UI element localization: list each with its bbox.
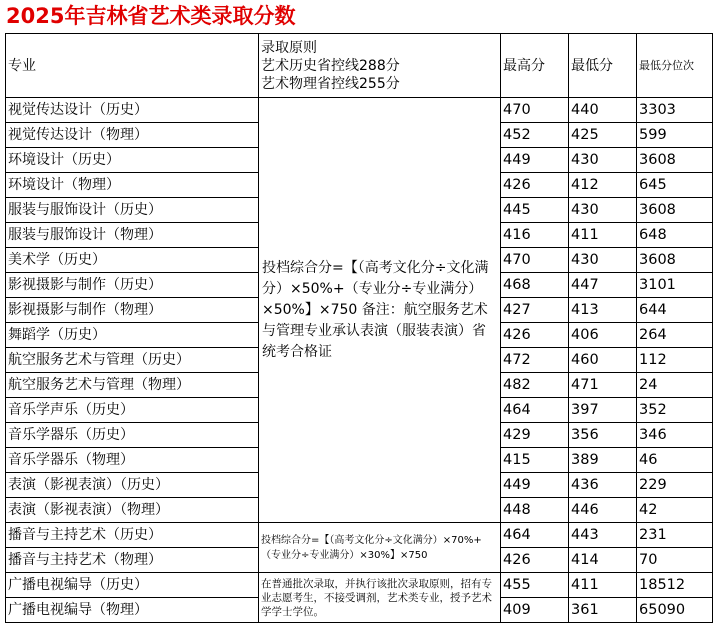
max-score-cell: 426	[501, 323, 569, 348]
admission-rule-cell: 投档综合分=【（高考文化分÷文化满分）×70%+（专业分÷专业满分）×30%】×750	[259, 523, 501, 573]
max-score-cell: 409	[501, 598, 569, 623]
header-rule	[259, 34, 501, 98]
major-cell: 美术学（历史）	[6, 248, 259, 273]
max-score-cell: 472	[501, 348, 569, 373]
major-cell: 广播电视编导（物理）	[6, 598, 259, 623]
major-cell: 视觉传达设计（物理）	[6, 123, 259, 148]
max-score-cell: 455	[501, 573, 569, 598]
min-rank-cell: 3608	[637, 248, 713, 273]
major-cell: 表演（影视表演）（物理）	[6, 498, 259, 523]
min-rank-cell: 65090	[637, 598, 713, 623]
min-score-cell: 430	[569, 148, 637, 173]
min-rank-cell: 3608	[637, 148, 713, 173]
min-rank-cell: 231	[637, 523, 713, 548]
major-cell: 音乐学声乐（历史）	[6, 398, 259, 423]
header-major: 专业	[6, 34, 259, 98]
min-score-cell: 430	[569, 198, 637, 223]
max-score-cell: 470	[501, 98, 569, 123]
major-cell: 播音与主持艺术（历史）	[6, 523, 259, 548]
min-score-cell: 413	[569, 298, 637, 323]
major-cell: 视觉传达设计（历史）	[6, 98, 259, 123]
major-cell: 服装与服饰设计（物理）	[6, 223, 259, 248]
min-score-cell: 446	[569, 498, 637, 523]
header-min: 最低分	[569, 34, 637, 98]
min-score-cell: 356	[569, 423, 637, 448]
min-rank-cell: 644	[637, 298, 713, 323]
major-cell: 影视摄影与制作（历史）	[6, 273, 259, 298]
min-rank-cell: 264	[637, 323, 713, 348]
admission-rule-cell: 投档综合分=【（高考文化分÷文化满分）×50%+（专业分÷专业满分）×50%】×750 备注：航空服务艺术与管理专业承认表演（服装表演）省统考合格证	[259, 98, 501, 523]
min-score-cell: 397	[569, 398, 637, 423]
major-cell: 航空服务艺术与管理（物理）	[6, 373, 259, 398]
min-rank-cell: 3608	[637, 198, 713, 223]
admission-rule-cell: 在普通批次录取，并执行该批次录取原则，招有专业志愿考生，不接受调剂，艺术类专业，授予艺术学学士学位。	[259, 573, 501, 623]
max-score-cell: 427	[501, 298, 569, 323]
min-score-cell: 389	[569, 448, 637, 473]
major-cell: 音乐学器乐（历史）	[6, 423, 259, 448]
max-score-cell: 449	[501, 473, 569, 498]
min-rank-cell: 46	[637, 448, 713, 473]
max-score-cell: 452	[501, 123, 569, 148]
min-rank-cell: 352	[637, 398, 713, 423]
min-rank-cell: 24	[637, 373, 713, 398]
max-score-cell: 468	[501, 273, 569, 298]
min-score-cell: 412	[569, 173, 637, 198]
min-rank-cell: 599	[637, 123, 713, 148]
header-max: 最高分	[501, 34, 569, 98]
max-score-cell: 426	[501, 173, 569, 198]
min-rank-cell: 70	[637, 548, 713, 573]
min-score-cell: 406	[569, 323, 637, 348]
max-score-cell: 449	[501, 148, 569, 173]
min-score-cell: 414	[569, 548, 637, 573]
table-row	[6, 523, 713, 548]
max-score-cell: 464	[501, 523, 569, 548]
min-score-cell: 436	[569, 473, 637, 498]
major-cell: 表演（影视表演）（历史）	[6, 473, 259, 498]
min-rank-cell: 229	[637, 473, 713, 498]
major-cell: 航空服务艺术与管理（历史）	[6, 348, 259, 373]
admission-score-table	[5, 33, 713, 623]
min-rank-cell: 42	[637, 498, 713, 523]
header-rule-line: 艺术历史省控线288分	[261, 57, 400, 74]
table-row	[6, 98, 713, 123]
min-rank-cell: 3101	[637, 273, 713, 298]
header-rule-line: 艺术物理省控线255分	[261, 75, 400, 92]
min-score-cell: 411	[569, 223, 637, 248]
min-rank-cell: 645	[637, 173, 713, 198]
max-score-cell: 464	[501, 398, 569, 423]
major-cell: 环境设计（物理）	[6, 173, 259, 198]
min-rank-cell: 18512	[637, 573, 713, 598]
major-cell: 播音与主持艺术（物理）	[6, 548, 259, 573]
min-rank-cell: 346	[637, 423, 713, 448]
min-score-cell: 447	[569, 273, 637, 298]
major-cell: 环境设计（历史）	[6, 148, 259, 173]
header-rank: 最低分位次	[637, 34, 713, 98]
max-score-cell: 426	[501, 548, 569, 573]
min-score-cell: 471	[569, 373, 637, 398]
major-cell: 广播电视编导（历史）	[6, 573, 259, 598]
min-score-cell: 430	[569, 248, 637, 273]
max-score-cell: 448	[501, 498, 569, 523]
min-score-cell: 361	[569, 598, 637, 623]
max-score-cell: 482	[501, 373, 569, 398]
max-score-cell: 429	[501, 423, 569, 448]
major-cell: 音乐学器乐（物理）	[6, 448, 259, 473]
max-score-cell: 445	[501, 198, 569, 223]
major-cell: 影视摄影与制作（物理）	[6, 298, 259, 323]
major-cell: 舞蹈学（历史）	[6, 323, 259, 348]
header-rule-line: 录取原则	[261, 39, 317, 56]
table-row	[6, 573, 713, 598]
min-score-cell: 411	[569, 573, 637, 598]
min-rank-cell: 112	[637, 348, 713, 373]
page-title: 2025年吉林省艺术类录取分数	[6, 4, 296, 28]
min-rank-cell: 3303	[637, 98, 713, 123]
max-score-cell: 416	[501, 223, 569, 248]
min-score-cell: 443	[569, 523, 637, 548]
min-score-cell: 460	[569, 348, 637, 373]
max-score-cell: 415	[501, 448, 569, 473]
max-score-cell: 470	[501, 248, 569, 273]
min-score-cell: 440	[569, 98, 637, 123]
major-cell: 服装与服饰设计（历史）	[6, 198, 259, 223]
header-row	[6, 34, 713, 98]
min-rank-cell: 648	[637, 223, 713, 248]
min-score-cell: 425	[569, 123, 637, 148]
